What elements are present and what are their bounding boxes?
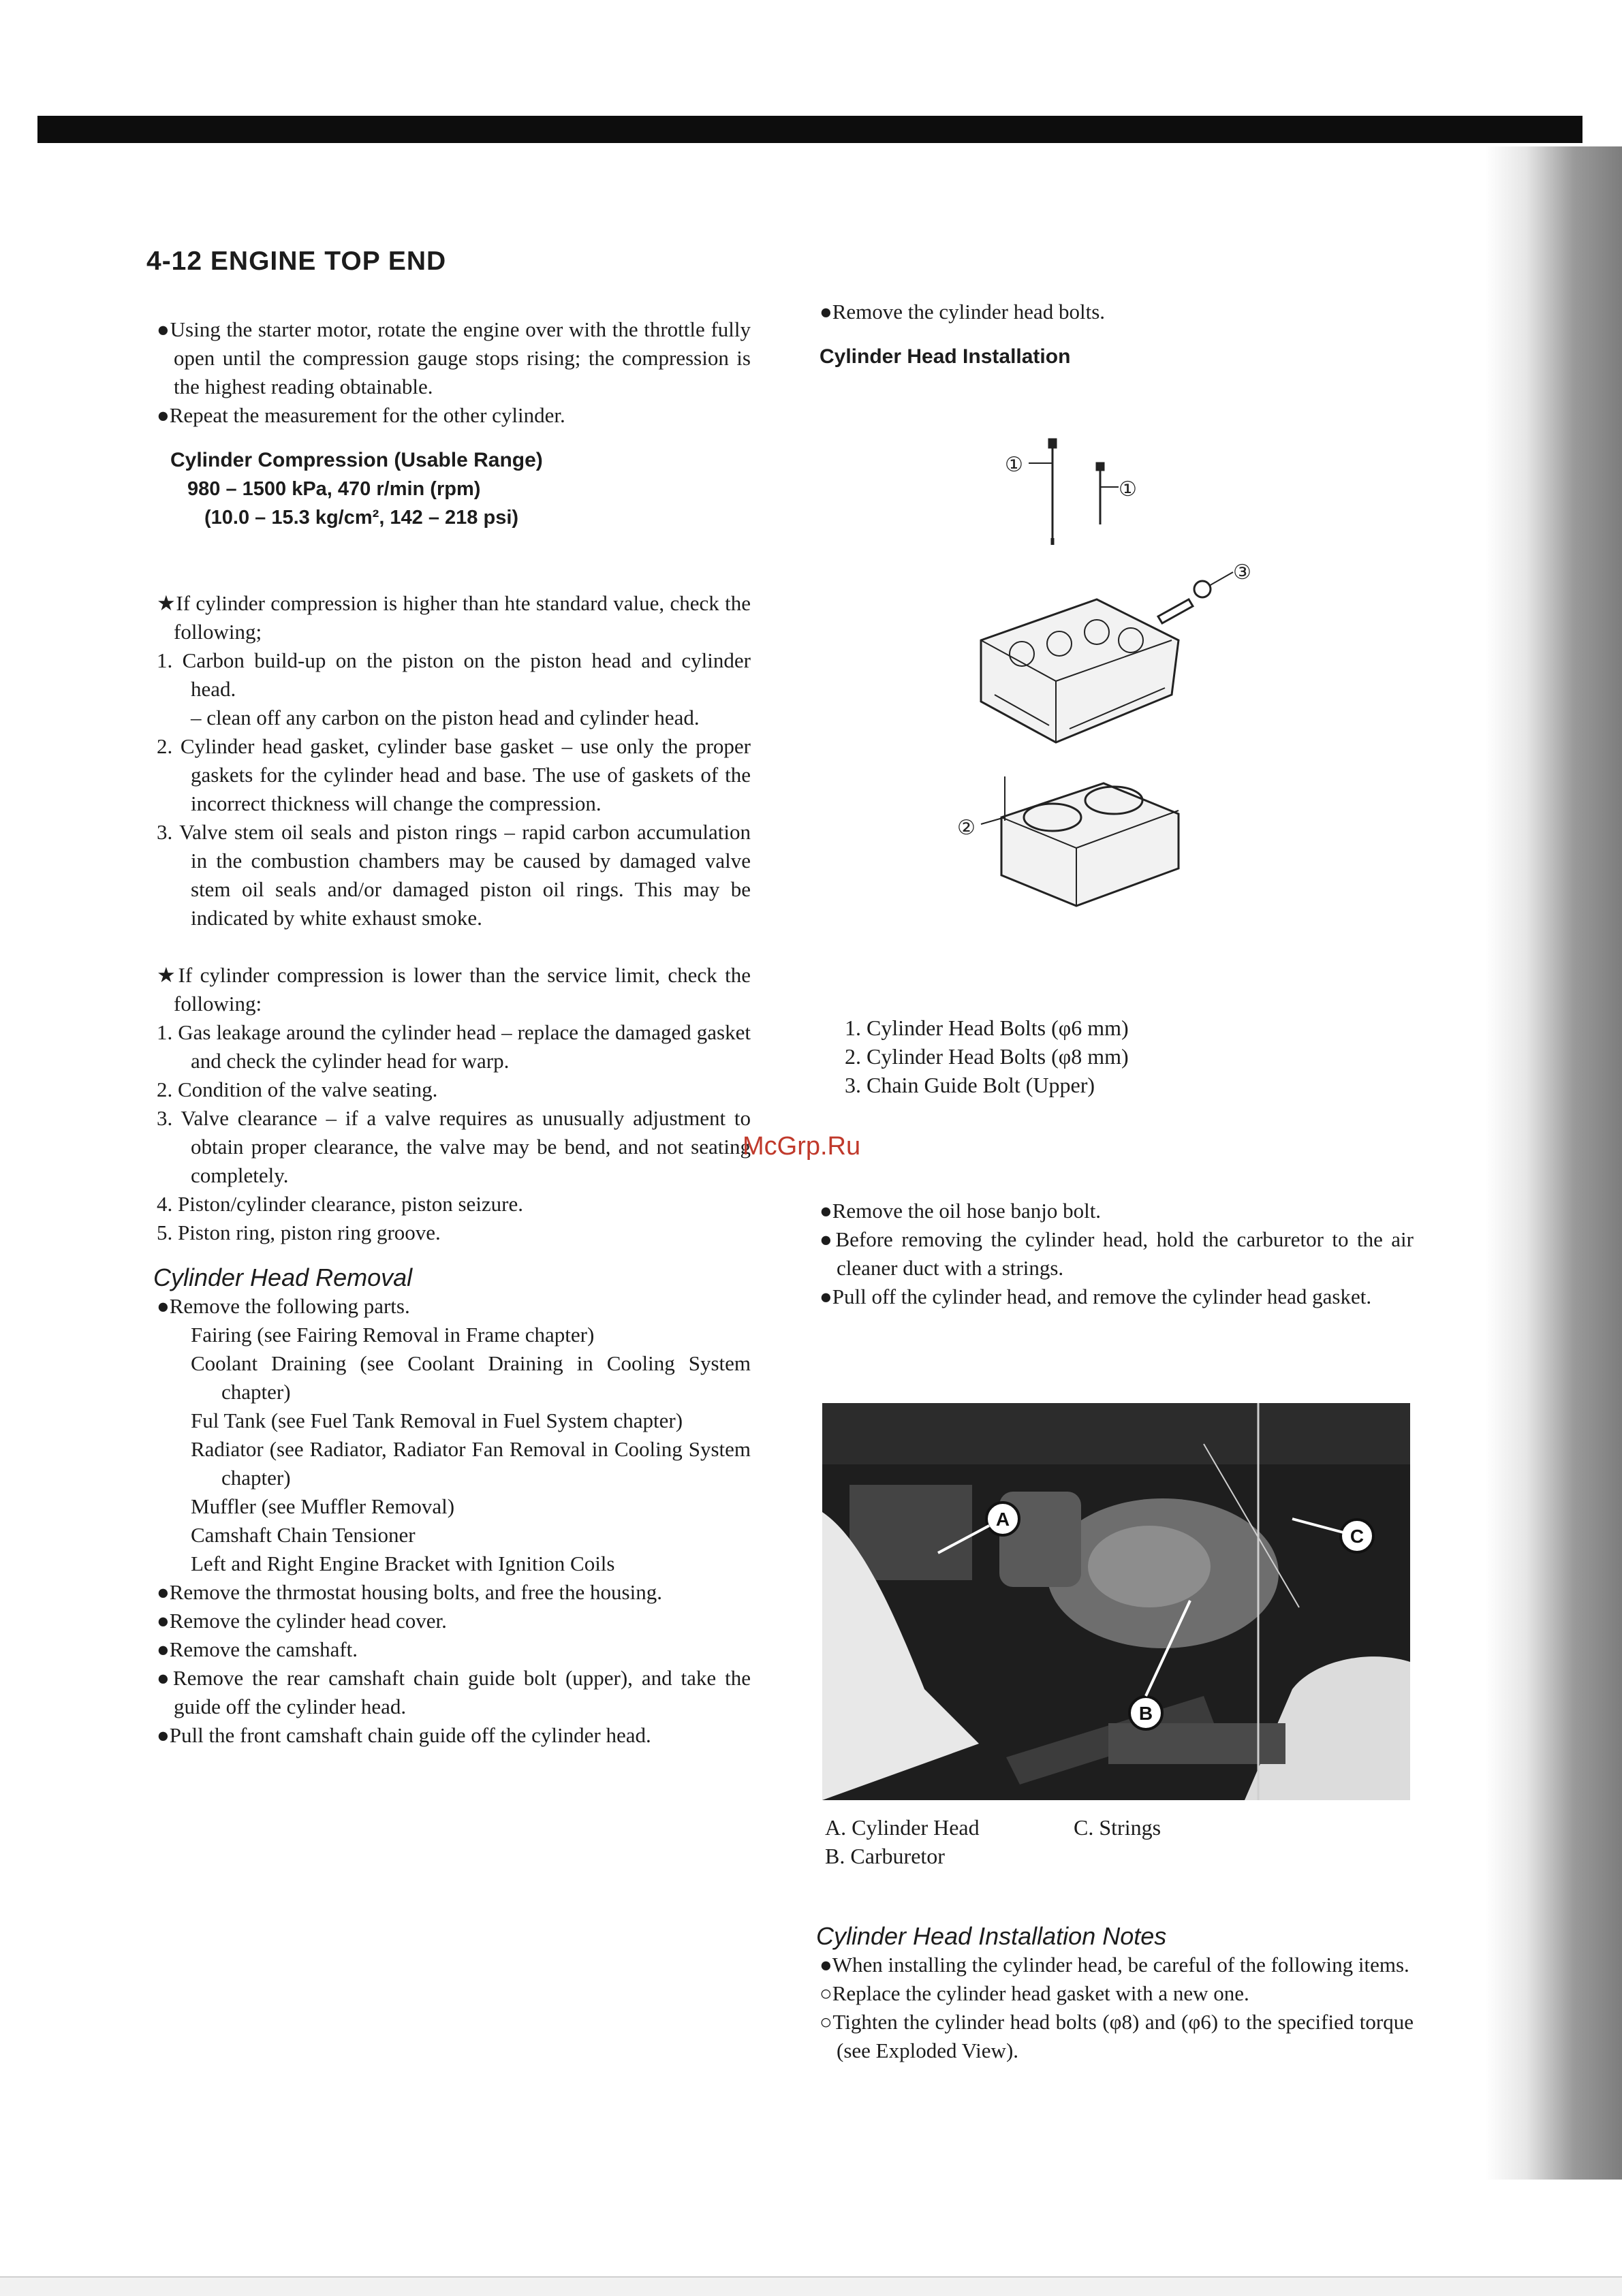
bullet-remove-head-bolts: ●Remove the cylinder head bolts.	[820, 300, 1106, 324]
removal-part: Muffler (see Muffler Removal)	[191, 1494, 455, 1518]
long-bolt-head	[1049, 439, 1056, 447]
top-black-bar	[37, 116, 1582, 143]
bottom-edge	[0, 2276, 1622, 2296]
removal-heading: Cylinder Head Removal	[153, 1263, 413, 1291]
caption-a: A. Cylinder Head	[825, 1815, 980, 1840]
right-column-top	[820, 298, 1414, 371]
removal-camshaft: ●Remove the camshaft.	[157, 1637, 358, 1661]
installation-notes-heading: Cylinder Head Installation Notes	[816, 1922, 1167, 1950]
legend-item: 3. Chain Guide Bolt (Upper)	[845, 1073, 1095, 1097]
left-column	[153, 315, 751, 1750]
note-3: ○Tighten the cylinder head bolts (φ8) and (φ6) to the specified torque (see Exploded View).	[820, 2010, 1414, 2062]
high-compression-intro: ★If cylinder compression is higher than hte standard value, check the following;	[157, 591, 751, 644]
diagram-legend	[845, 1013, 1129, 1099]
high-item-2: 2. Cylinder head gasket, cylinder base gasket – use only the proper gaskets for the cylinder head and base. The use of gaskets of the incorrect thickness will change the compression.	[157, 734, 751, 815]
right-column-middle	[820, 1197, 1414, 1311]
removal-part: Ful Tank (see Fuel Tank Removal in Fuel System chapter)	[191, 1409, 683, 1432]
watermark: McGrp.Ru	[743, 1132, 861, 1161]
high-item-1: 1. Carbon build-up on the piston on the piston head and cylinder head.	[157, 648, 751, 701]
chain-guide-bolt	[1158, 599, 1193, 623]
removal-rear-guide: ●Remove the rear camshaft chain guide bolt (upper), and take the guide off the cylinder head.	[157, 1666, 751, 1718]
photo-label-c: C	[1350, 1526, 1364, 1547]
bullet-banjo-bolt: ●Remove the oil hose banjo bolt.	[820, 1199, 1102, 1223]
high-item-3: 3. Valve stem oil seals and piston rings – rapid carbon accumulation in the combustion chambers may be caused by damaged valve stem oil seals and/or damaged piston oil rings. This may be indicated by white exhaust smoke.	[157, 820, 751, 930]
spec-title: Cylinder Compression (Usable Range)	[170, 449, 543, 471]
installation-heading: Cylinder Head Installation	[820, 345, 1071, 368]
callout-1a: ①	[1005, 453, 1023, 477]
low-item-3: 3. Valve clearance – if a valve requires as unusually adjustment to obtain proper clearance, the valve may be bend, and not seating completely.	[157, 1106, 751, 1187]
engine-photo	[822, 1403, 1410, 1800]
removal-front-guide: ●Pull the front camshaft chain guide off the cylinder head.	[157, 1723, 651, 1747]
chain-guide-washer	[1194, 581, 1211, 597]
low-item-4: 4. Piston/cylinder clearance, piston seizure.	[157, 1192, 524, 1216]
photo-label-a: A	[995, 1509, 1010, 1530]
callout-line-3	[1209, 572, 1233, 586]
bullet-starter-motor: ●Using the starter motor, rotate the engine over with the throttle fully open until the compression gauge stops rising; the compression is the highest reading obtainable.	[157, 317, 751, 398]
bullet-hold-carburetor: ●Before removing the cylinder head, hold the carburetor to the air cleaner duct with a strings.	[820, 1227, 1414, 1280]
legend-item: 1. Cylinder Head Bolts (φ6 mm)	[845, 1016, 1129, 1040]
removal-part: Coolant Draining (see Coolant Draining in Cooling System chapter)	[191, 1351, 751, 1404]
page-edge-shadow	[1485, 146, 1622, 2180]
low-compression-intro: ★If cylinder compression is lower than the service limit, check the following:	[157, 963, 751, 1016]
low-item-1: 1. Gas leakage around the cylinder head – replace the damaged gasket and check the cylinder head for warp.	[157, 1020, 751, 1073]
note-2: ○Replace the cylinder head gasket with a new one.	[820, 1981, 1249, 2005]
removal-thermostat: ●Remove the thrmostat housing bolts, and free the housing.	[157, 1580, 662, 1604]
low-item-5: 5. Piston ring, piston ring groove.	[157, 1221, 441, 1244]
cylinder-head-exploded-diagram	[940, 436, 1294, 940]
removal-intro: ●Remove the following parts.	[157, 1294, 410, 1318]
removal-part: Left and Right Engine Bracket with Ignition Coils	[191, 1552, 615, 1575]
page-title: 4-12 ENGINE TOP END	[146, 247, 447, 276]
engine-photo-graphic	[822, 1403, 1410, 1800]
caption-c: C. Strings	[1074, 1815, 1161, 1840]
removal-part: Radiator (see Radiator, Radiator Fan Removal in Cooling System chapter)	[191, 1437, 751, 1490]
short-bolt-head	[1097, 463, 1104, 470]
cylinder-block	[1001, 783, 1179, 906]
removal-part: Fairing (see Fairing Removal in Frame chapter)	[191, 1323, 595, 1347]
high-item-1-sub: – clean off any carbon on the piston head and cylinder head.	[191, 706, 700, 729]
photo-label-b: B	[1138, 1703, 1153, 1724]
legend-item: 2. Cylinder Head Bolts (φ8 mm)	[845, 1044, 1129, 1069]
spec-line-1: 980 – 1500 kPa, 470 r/min (rpm)	[187, 478, 481, 500]
right-column-bottom	[816, 1922, 1414, 2065]
cylinder-head-block	[981, 599, 1179, 742]
bullet-repeat-measurement: ●Repeat the measurement for the other cylinder.	[157, 403, 565, 427]
callout-1b: ①	[1119, 477, 1137, 501]
removal-head-cover: ●Remove the cylinder head cover.	[157, 1609, 447, 1633]
bullet-pull-head: ●Pull off the cylinder head, and remove the cylinder head gasket.	[820, 1285, 1372, 1308]
low-item-2: 2. Condition of the valve seating.	[157, 1078, 438, 1101]
spec-line-2: (10.0 – 15.3 kg/cm², 142 – 218 psi)	[204, 507, 519, 529]
removal-part: Camshaft Chain Tensioner	[191, 1523, 416, 1547]
callout-2: ②	[957, 816, 976, 840]
note-1: ●When installing the cylinder head, be careful of the following items.	[820, 1953, 1409, 1977]
callout-3: ③	[1233, 561, 1251, 584]
caption-b: B. Carburetor	[825, 1844, 945, 1868]
